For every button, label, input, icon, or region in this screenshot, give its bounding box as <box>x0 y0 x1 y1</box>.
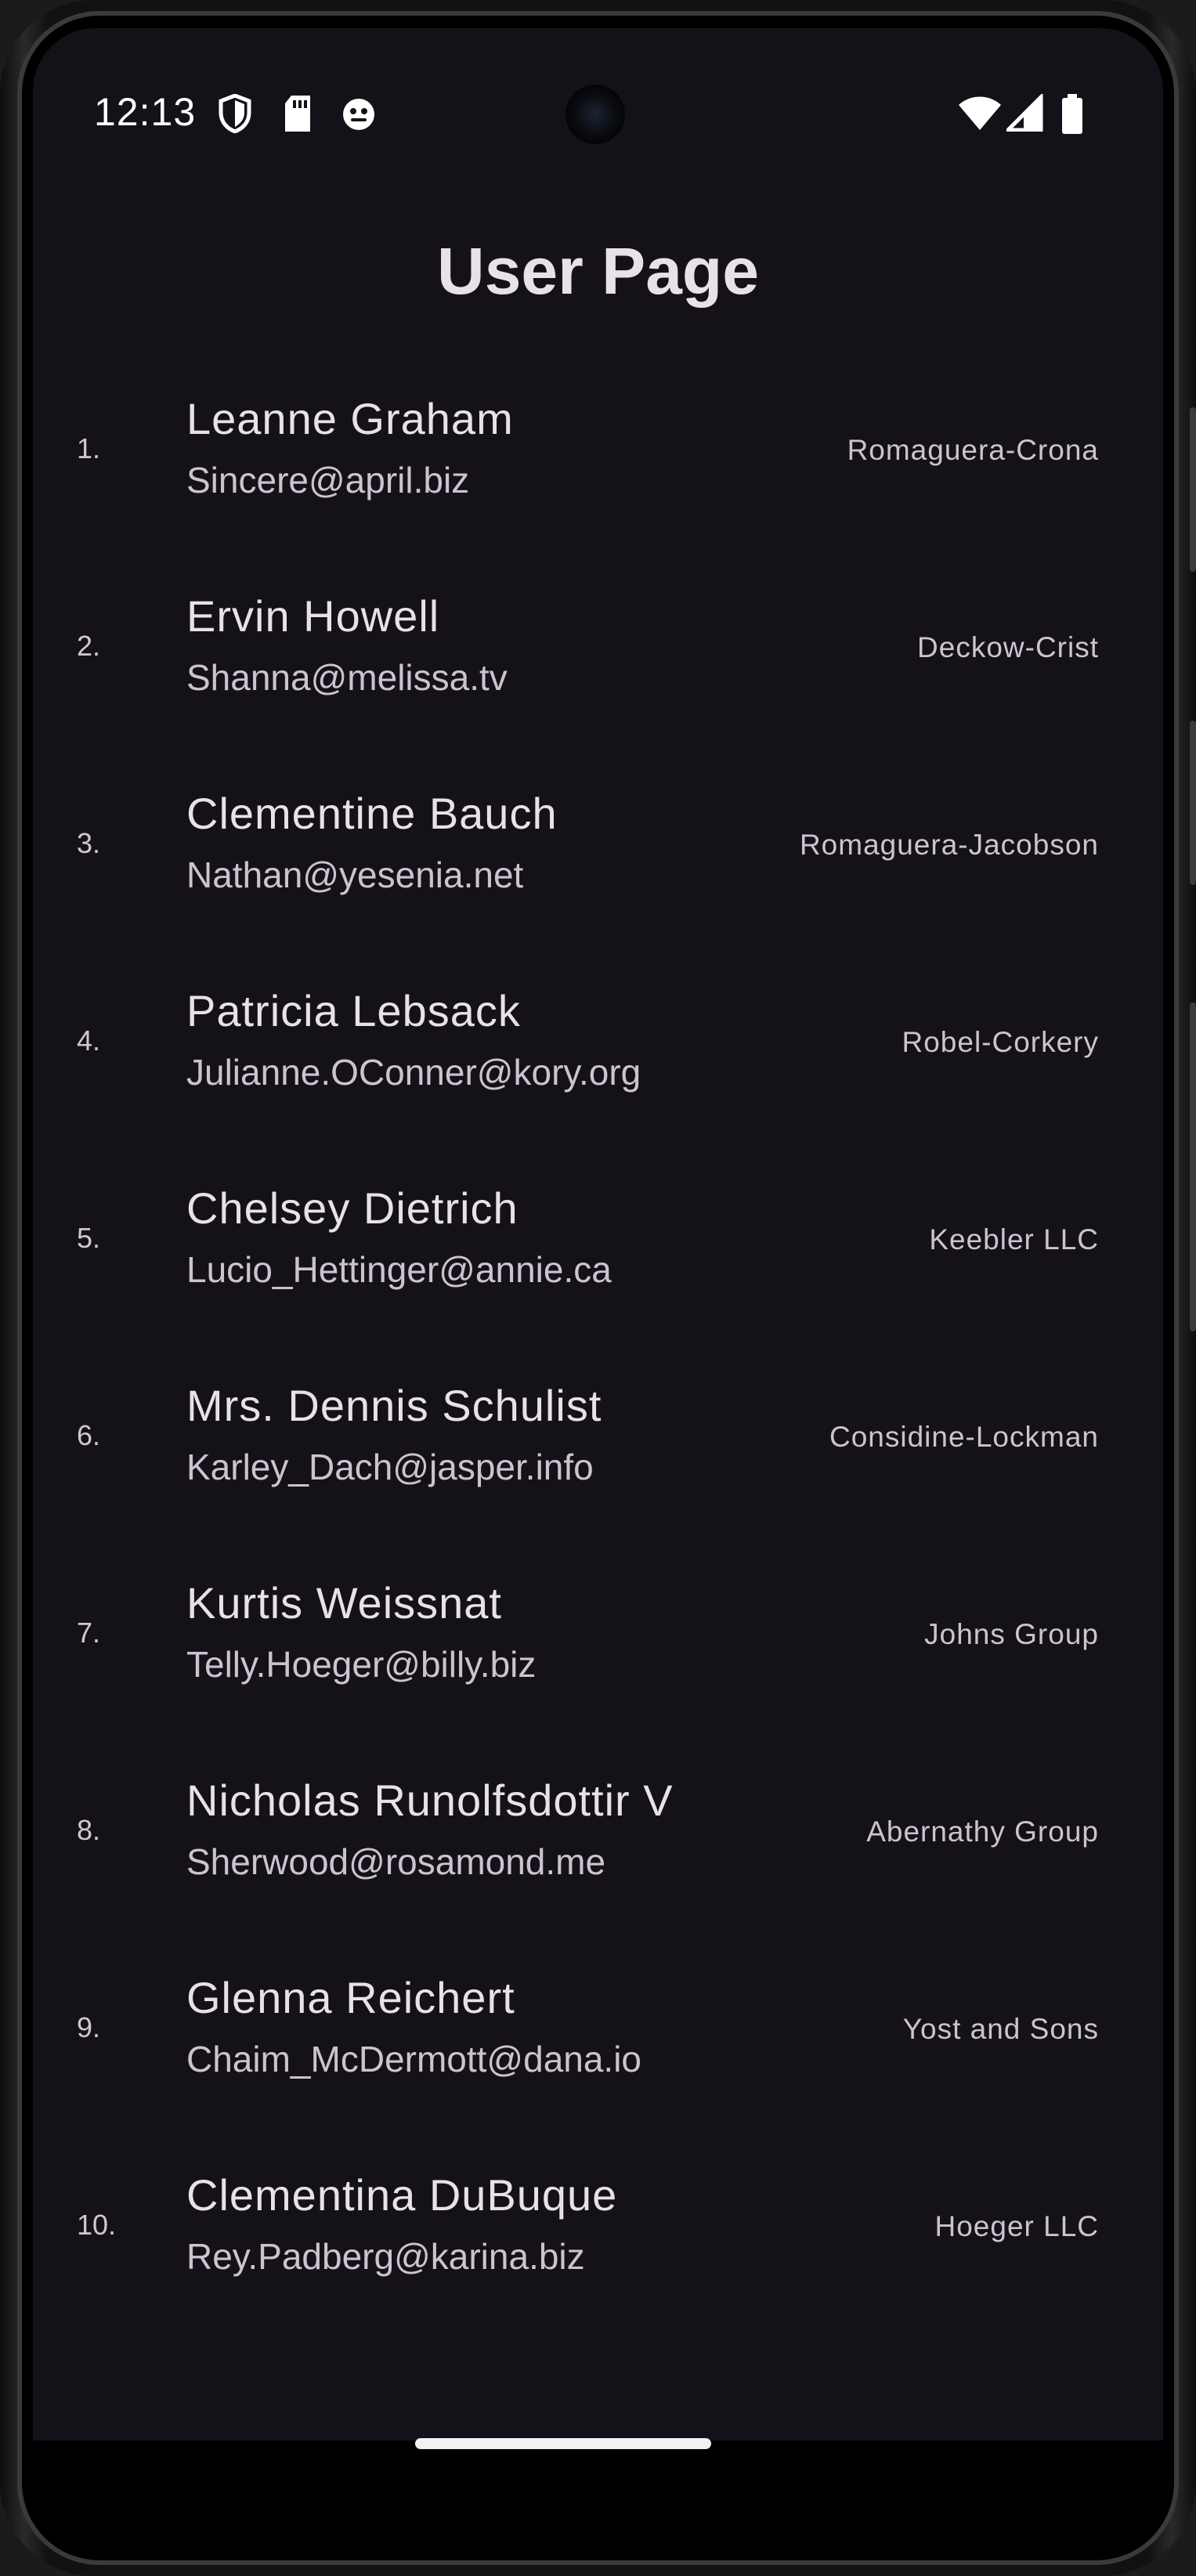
user-company: Johns Group <box>924 1618 1099 1650</box>
user-email: Sherwood@rosamond.me <box>186 1841 606 1882</box>
user-company: Robel-Corkery <box>902 1026 1099 1058</box>
user-company: Keebler LLC <box>929 1223 1099 1255</box>
front-camera <box>565 85 625 144</box>
user-list-item[interactable] <box>33 949 1163 1147</box>
user-company: Romaguera-Crona <box>847 434 1099 466</box>
user-list-item[interactable] <box>33 2133 1163 2331</box>
battery-icon <box>1061 94 1084 139</box>
wifi-icon <box>957 94 1003 135</box>
user-name: Chelsey Dietrich <box>186 1183 519 1233</box>
home-indicator[interactable] <box>415 2438 711 2449</box>
user-name: Nicholas Runolfsdottir V <box>186 1776 674 1825</box>
user-email: Nathan@yesenia.net <box>186 854 524 895</box>
user-name: Kurtis Weissnat <box>186 1578 502 1628</box>
user-index: 6. <box>77 1419 101 1451</box>
user-index: 4. <box>77 1024 101 1057</box>
user-email: Lucio_Hettinger@annie.ca <box>186 1249 612 1290</box>
user-name: Clementina DuBuque <box>186 2170 618 2220</box>
volume-button <box>1190 407 1196 572</box>
navigation-bar <box>33 2441 1163 2503</box>
shield-icon <box>218 94 252 137</box>
user-index: 2. <box>77 630 101 662</box>
user-email: Telly.Hoeger@billy.biz <box>186 1644 537 1685</box>
user-email: Shanna@melissa.tv <box>186 657 508 698</box>
user-email: Chaim_McDermott@dana.io <box>186 2039 642 2079</box>
user-name: Glenna Reichert <box>186 1973 515 2022</box>
user-name: Ervin Howell <box>186 591 440 641</box>
user-index: 3. <box>77 827 101 859</box>
user-list-item[interactable] <box>33 357 1163 555</box>
user-index: 7. <box>77 1617 101 1649</box>
user-list-item[interactable] <box>33 555 1163 752</box>
user-list-item[interactable] <box>33 1936 1163 2133</box>
user-list-item[interactable] <box>33 1344 1163 1541</box>
user-company: Abernathy Group <box>866 1815 1099 1848</box>
user-name: Mrs. Dennis Schulist <box>186 1381 602 1430</box>
user-name: Leanne Graham <box>186 394 514 443</box>
user-email: Sincere@april.biz <box>186 460 470 500</box>
user-company: Romaguera-Jacobson <box>799 829 1099 861</box>
user-list-item[interactable] <box>33 1541 1163 1739</box>
user-list-item[interactable] <box>33 752 1163 949</box>
user-company: Yost and Sons <box>902 2013 1099 2045</box>
user-index: 8. <box>77 1814 101 1846</box>
status-clock: 12:13 <box>94 90 197 134</box>
robot-face-icon <box>340 94 378 135</box>
user-index: 9. <box>77 2011 101 2043</box>
cell-signal-icon <box>1006 94 1044 135</box>
sd-card-icon <box>282 94 313 137</box>
user-company: Deckow-Crist <box>917 631 1099 663</box>
user-index: 1. <box>77 432 101 464</box>
user-list-item[interactable] <box>33 1147 1163 1344</box>
app-screen <box>33 28 1163 2503</box>
user-company: Hoeger LLC <box>934 2210 1099 2242</box>
user-email: Julianne.OConner@kory.org <box>186 1052 641 1093</box>
user-name: Clementine Bauch <box>186 789 558 838</box>
user-list-item[interactable] <box>33 1739 1163 1936</box>
user-company: Considine-Lockman <box>829 1421 1099 1453</box>
status-bar <box>33 28 1163 138</box>
power-button <box>1190 1003 1196 1331</box>
page-title: User Page <box>437 234 759 308</box>
user-email: Karley_Dach@jasper.info <box>186 1447 594 1487</box>
user-index: 5. <box>77 1222 101 1254</box>
user-index: 10. <box>77 2209 117 2241</box>
user-name: Patricia Lebsack <box>186 986 521 1035</box>
user-email: Rey.Padberg@karina.biz <box>186 2236 585 2277</box>
volume-button-lower <box>1190 721 1196 885</box>
user-list <box>33 357 1163 2331</box>
